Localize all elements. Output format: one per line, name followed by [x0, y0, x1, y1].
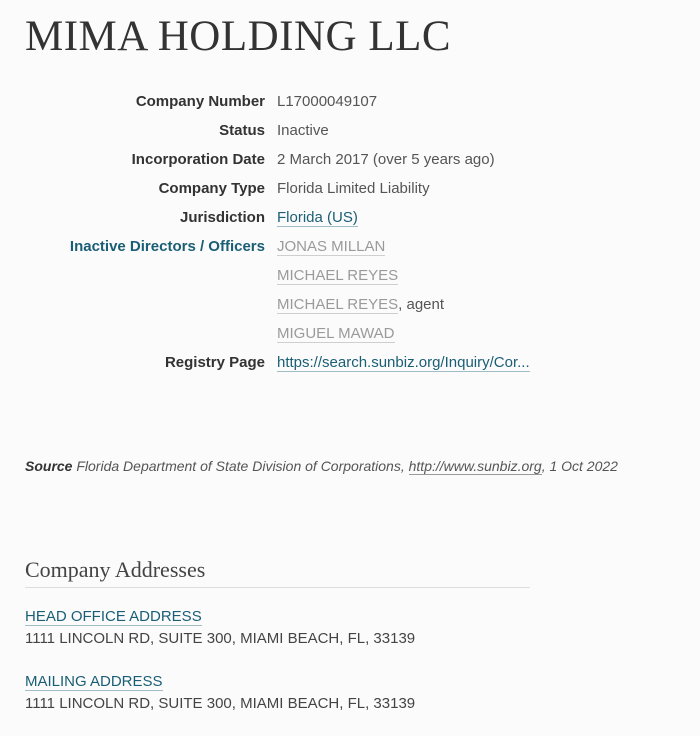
company-number-row	[25, 87, 675, 116]
director-link[interactable]: MICHAEL REYES	[277, 296, 399, 313]
company-type-row	[25, 174, 675, 203]
jurisdiction-label: Jurisdiction	[179, 209, 265, 226]
director-role: , agent	[398, 296, 445, 313]
jurisdiction-link[interactable]: Florida (US)	[277, 209, 358, 226]
address-block	[25, 606, 415, 650]
company-name-heading: MIMA HOLDING LLC	[25, 13, 452, 60]
director-item	[277, 319, 444, 348]
company-number-value: L17000049107	[277, 93, 378, 110]
source-date: , 1 Oct 2022	[541, 458, 618, 474]
jurisdiction-row	[25, 203, 675, 232]
company-attributes	[25, 87, 675, 377]
director-item	[277, 232, 444, 261]
address-text: 1111 LINCOLN RD, SUITE 300, MIAMI BEACH, FL, 33139	[25, 695, 416, 712]
incorporation-date-row	[25, 145, 675, 174]
registry-row	[25, 348, 675, 377]
registry-link[interactable]: https://search.sunbiz.org/Inquiry/Cor...	[277, 354, 530, 371]
addresses-heading: Company Addresses	[25, 557, 530, 588]
director-item	[277, 261, 444, 290]
director-link[interactable]: JONAS MILLAN	[277, 238, 386, 255]
company-type-value: Florida Limited Liability	[277, 180, 430, 197]
director-item	[277, 290, 444, 319]
company-number-label: Company Number	[135, 93, 265, 110]
registry-label: Registry Page	[164, 354, 265, 371]
directors-label[interactable]: Inactive Directors / Officers	[69, 238, 265, 255]
address-type-link[interactable]: HEAD OFFICE ADDRESS	[25, 608, 202, 625]
directors-row	[25, 232, 675, 348]
director-link[interactable]: MICHAEL REYES	[277, 267, 399, 284]
status-row	[25, 116, 675, 145]
address-text: 1111 LINCOLN RD, SUITE 300, MIAMI BEACH, FL, 33139	[25, 630, 416, 647]
incorporation-date-label: Incorporation Date	[131, 151, 265, 168]
address-type-link[interactable]: MAILING ADDRESS	[25, 673, 163, 690]
source-label: Source	[25, 458, 73, 474]
source-note	[25, 455, 665, 478]
status-value: Inactive	[277, 122, 329, 139]
address-block	[25, 671, 415, 715]
source-link[interactable]: http://www.sunbiz.org	[408, 458, 542, 474]
directors-list	[277, 232, 444, 348]
status-label: Status	[219, 122, 265, 139]
company-type-label: Company Type	[158, 180, 265, 197]
source-text: Florida Department of State Division of Corporations,	[76, 458, 405, 474]
director-link[interactable]: MIGUEL MAWAD	[277, 325, 395, 342]
incorporation-date-value: 2 March 2017 (over 5 years ago)	[277, 151, 495, 168]
